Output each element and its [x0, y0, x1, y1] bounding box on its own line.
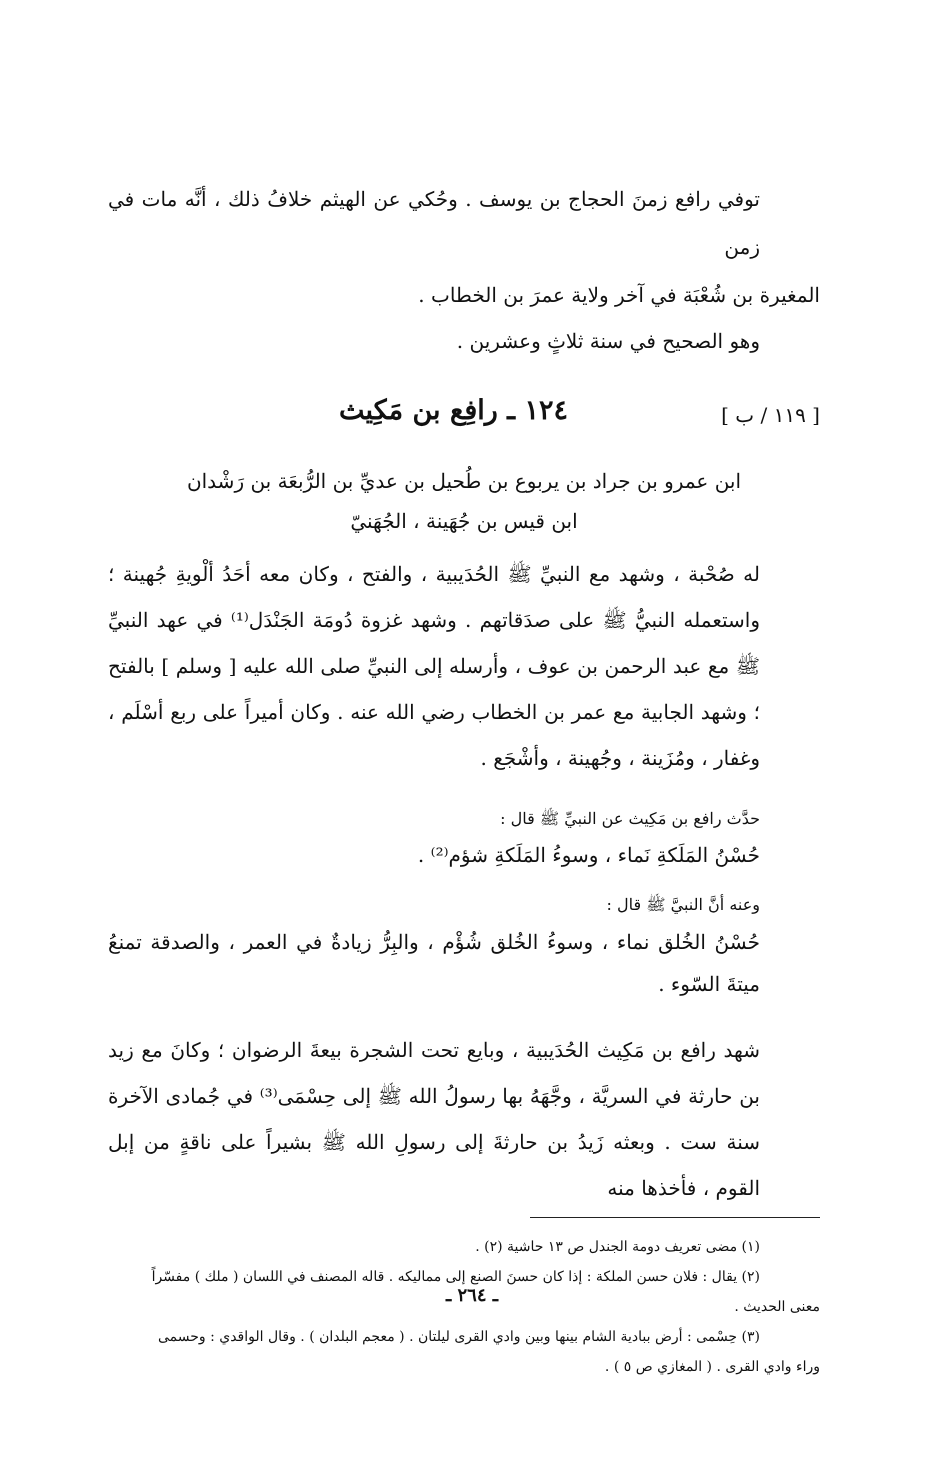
hadith-2: [108, 889, 820, 1005]
hadith-2-text: حُسْنُ الخُلق نماء ، وسوءُ الخُلق شُؤْم ، والبِرُّ زيادةٌ في العمر ، والصدقة تمنعُ ميتةَ السّوء .: [108, 930, 760, 996]
closing-paragraph: شهد رافع بن مَكِيث الحُدَيبية ، وبايع تحت الشجرة بيعةَ الرضوان ؛ وكانَ مع زيد بن حارثة في السريَّة ، وجَّهَهُ بها رسولُ الله ﷺ إلى حِسْمَى⁽³⁾ في جُمادى الآخرة سنة ست . وبعثه زَيدُ بن حارثةَ إلى رسولِ الله ﷺ بشيراً على ناقةٍ من إبل القوم ، فأخذها منه: [108, 1038, 761, 1200]
footnote-1: (١) مضى تعريف دومة الجندل ص ١٣ حاشية (٢) .: [475, 1239, 760, 1255]
hadith-1-text: حُسْنُ المَلَكةِ نَماء ، وسوءُ المَلَكةِ شؤم⁽²⁾ .: [417, 843, 760, 867]
footnote-3-continued: وراء وادي القرى . ( المغازي ص ٥ ) .: [604, 1359, 820, 1375]
lineage-line-2: ابن قيس بن جُهَينة ، الجُهَنيّ: [350, 509, 578, 533]
correction-note: وهو الصحيح في سنة ثلاثٍ وعشرين .: [456, 329, 760, 353]
biography-paragraph: له صُحْبة ، وشهد مع النبيِّ ﷺ الحُدَيبية ، والفتح ، وكان معه أحَدُ ألْويةِ جُهينة ؛ واستعمله النبيُّ ﷺ على صدَقاتهم . وشهد غزوة دُومَة الجَنْدَل⁽¹⁾ في عهد النبيِّ ﷺ مع عبد الرحمن بن عوف ، وأرسله إلى النبيِّ صلى الله عليه [ وسلم ] بالفتح ؛ وشهد الجابية مع عمر بن الخطاب رضي الله عنه . وكان أميراً على ربع أسْلَم ، وغفار ، ومُزَينة ، وجُهينة ، وأشْجَع .: [108, 562, 760, 770]
footnote-2: (٢) يقال : فلان حسن الملكة : إذا كان حسنَ الصنع إلى مماليكه . قاله المصنف في اللسان ( ملك ) مفسّراً: [151, 1269, 760, 1285]
footnote-divider: [530, 1217, 820, 1218]
manuscript-page-ref: [ ١١٩ / ب ]: [721, 403, 820, 427]
biography-heading: [108, 393, 820, 453]
hadith-2-intro: وعنه أنَّ النبيَّ ﷺ قال :: [606, 895, 760, 914]
footnote-3: (٣) حِسْمى : أرض ببادية الشام بينها وبين وادي القرى ليلتان . ( معجم البلدان ) . وقال الواقدي : وحسمى: [157, 1329, 760, 1345]
lineage-line-1: ابن عمرو بن جراد بن يربوع بن طُحيل بن عديِّ بن الرُّبعَة بن رَشْدان: [186, 469, 742, 493]
biography-title: ١٢٤ ـ رافِع بن مَكِيث: [339, 395, 568, 426]
footnotes: [108, 1232, 820, 1382]
footnote-2-continued: معنى الحديث .: [734, 1299, 820, 1315]
page-number: ـ ٢٦٤ ـ: [445, 1285, 499, 1306]
intro-line-1: توفي رافع زمنَ الحجاج بن يوسف . وحُكي عن الهيثم خلافُ ذلك ، أنَّه مات في زمن: [108, 187, 760, 259]
lineage: [108, 461, 820, 541]
intro-line-2: المغيرة بن شُعْبَة في آخر ولاية عمرَ بن الخطاب .: [418, 283, 820, 307]
hadith-1: [108, 803, 820, 875]
page-body: [108, 175, 820, 1382]
closing-section: [108, 1027, 820, 1211]
hadith-1-intro: حدَّث رافع بن مَكِيث عن النبيِّ ﷺ قال :: [500, 809, 760, 828]
